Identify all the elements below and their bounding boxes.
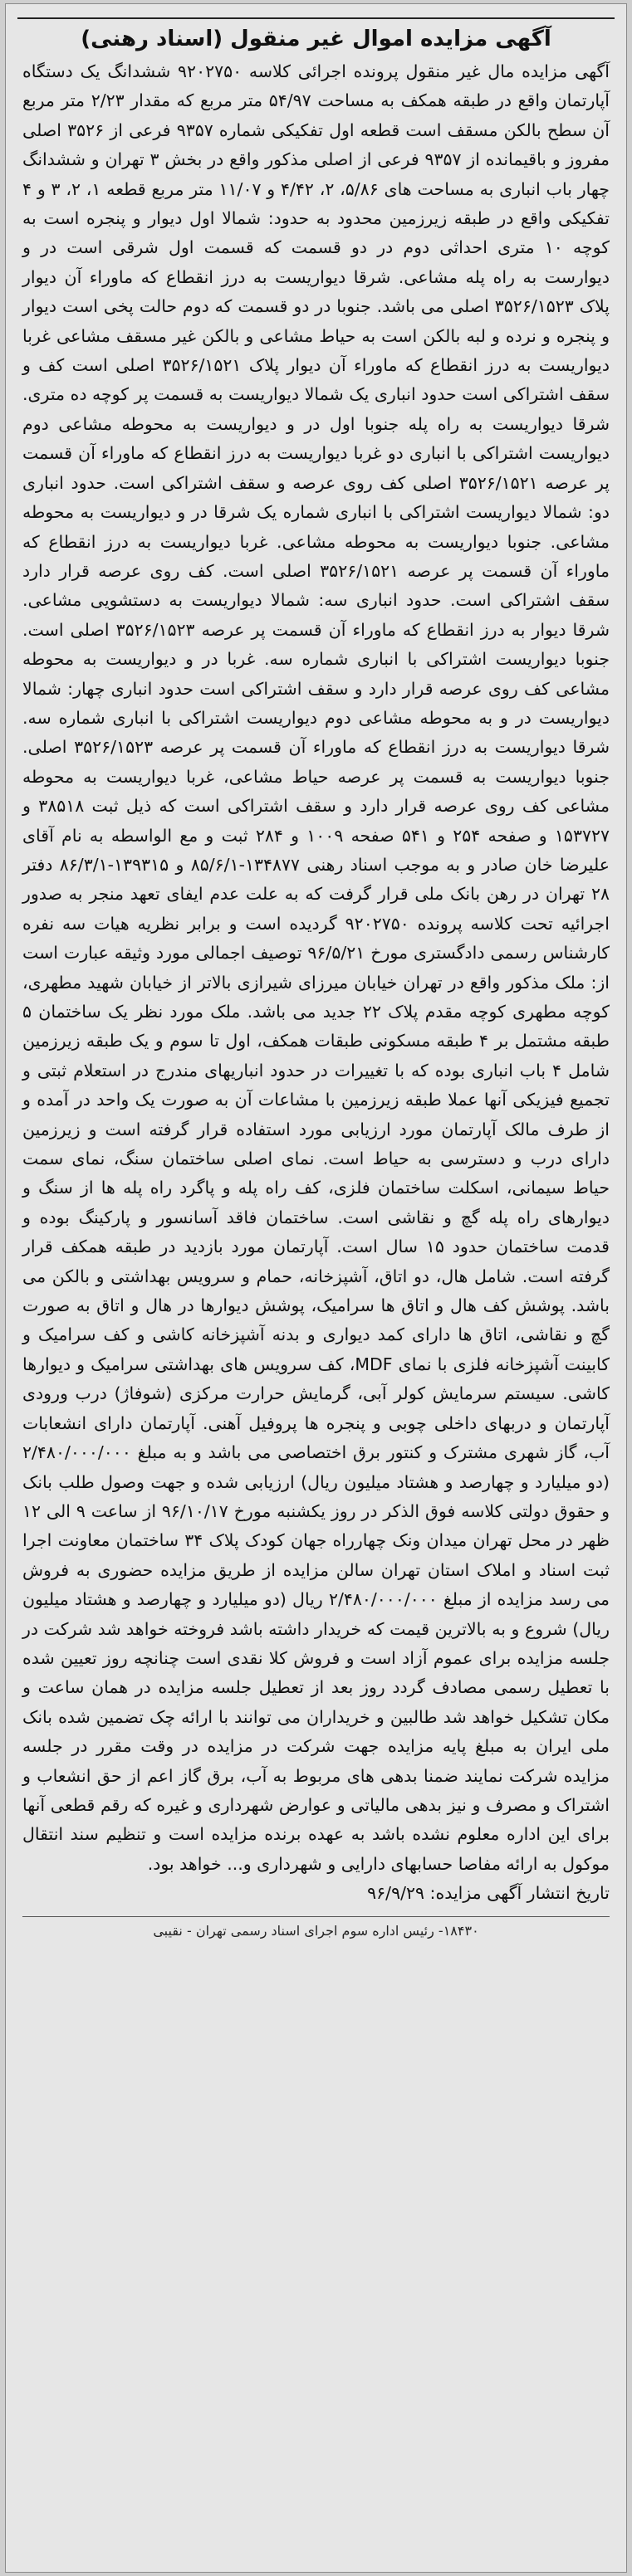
notice-title: آگهی مزایده اموال غیر منقول (اسناد رهنی): [81, 27, 551, 51]
clipping-top-edge: [17, 4, 615, 19]
publication-date: تاریخ انتشار آگهی مزایده: ۹۶/۹/۲۹: [367, 1883, 610, 1904]
notice-footer-signature: ۱۸۴۳۰- رئیس اداره سوم اجرای اسناد رسمی تهران - نقیبی: [22, 1916, 610, 1942]
newspaper-clipping: [5, 3, 627, 2573]
notice-body: آگهی مزایده مال غیر منقول پرونده اجرائی کلاسه ۹۲۰۲۷۵۰ ششدانگ یک دستگاه آپارتمان واقع در طبقه همکف به مساحت ۵۴/۹۷ متر مربع که مقدار ۲/۲۳ متر مربع آن سطح بالکن مسقف است قطعه اول تفکیکی شماره ۹۳۵۷ فرعی از ۳۵۲۶ اصلی مفروز و باقیمانده از ۹۳۵۷ فرعی از اصلی مذکور واقع در بخش ۳ تهران و ششدانگ چهار باب انباری به مساحت های ۵/۸۶، ۲، ۴/۴۲ و ۱۱/۰۷ متر مربع قطعه ۱، ۲، ۳ و ۴ تفکیکی واقع در طبقه زیرزمین محدود به حدود: شمالا اول دیوار و پنجره است به کوچه ۱۰ متری احداثی دوم در دو قسمت که قسمت اول شرقی است در و دیوارست به راه پله مشاعی. شرقا دیواریست به درز انقطاع که ماوراء آن دیوار پلاک ۳۵۲۶/۱۵۲۳ اصلی می باشد. جنوبا در دو قسمت که دوم حالت پخی است دیوار و پنجره و نرده و لبه بالکن است به حیاط مشاعی و بالکن غیر مسقف مشاعی غربا دیواریست به درز انقطاع که ماوراء آن دیوار پلاک ۳۵۲۶/۱۵۲۱ اصلی است کف و سقف اشتراکی است حدود انباری یک شمالا دیواریست به قسمت پر کوچه ده متری. شرقا دیواریست به راه پله جنوبا اول در و دیواریست به محوطه مشاعی دوم دیواریست اشتراکی با انباری دو غربا دیواریست به درز انقطاع که ماوراء آن قسمت پر عرصه ۳۵۲۶/۱۵۲۱ اصلی کف روی عرصه و سقف اشتراکی است. حدود انباری دو: شمالا دیواریست اشتراکی با انباری شماره یک شرقا در و دیواریست به محوطه مشاعی. جنوبا دیواریست به محوطه مشاعی. غربا دیواریست به درز انقطاع که ماوراء آن قسمت پر عرصه ۳۵۲۶/۱۵۲۱ اصلی است. کف روی عرصه قرار دارد سقف اشتراکی است. حدود انباری سه: شمالا دیواریست به دستشویی مشاعی. شرقا دیوار به درز انقطاع که ماوراء آن قسمت پر عرصه ۳۵۲۶/۱۵۲۳ اصلی است. جنوبا دیواریست اشتراکی با انباری شماره سه. غربا در و دیواریست به محوطه مشاعی کف روی عرصه قرار دارد و سقف اشتراکی است حدود انباری چهار: شمالا دیواریست در و به محوطه مشاعی دوم دیواریست اشتراکی با انباری شماره سه. شرقا دیواریست به درز انقطاع که ماوراء آن قسمت پر عرصه ۳۵۲۶/۱۵۲۳ اصلی. جنوبا دیواریست به قسمت پر عرصه حیاط مشاعی، غربا دیواریست به محوطه مشاعی کف روی عرصه قرار دارد و سقف اشتراکی است که ذیل ثبت ۳۸۵۱۸ و ۱۵۳۷۲۷ و صفحه ۲۵۴ و ۵۴۱ صفحه ۱۰۰۹ و ۲۸۴ ثبت و مع الواسطه به نام آقای علیرضا خان صادر و به موجب اسناد رهنی ۱۳۴۸۷۷-۸۵/۶/۱ و ۱۳۹۳۱۵-۸۶/۳/۱ دفتر ۲۸ تهران در رهن بانک ملی قرار گرفت که به علت عدم ایفای تعهد منجر به صدور اجرائیه تحت کلاسه پرونده ۹۲۰۲۷۵۰ گردیده است و برابر نظریه هیات سه نفره کارشناس رسمی دادگستری مورخ ۹۶/۵/۲۱ توصیف اجمالی مورد وثیقه عبارت است از: ملک مذکور واقع در تهران خیابان میرزای شیرازی بالاتر از خیابان شهید مطهری، کوچه مطهری کوچه مقدم پلاک ۲۲ جدید می باشد. ملک مورد نظر یک ساختمان ۵ طبقه مشتمل بر ۴ طبقه مسکونی طبقات همکف، اول تا سوم و یک طبقه زیرزمین شامل ۴ باب انباری بوده که با تغییرات در حدود انباریهای مندرج در استعلام ثبتی و تجمیع فیزیکی آنها عملا طبقه زیرزمین با مشاعات آن به صورت یک واحد در آمده و از طرف مالک آپارتمان مورد ارزیابی مورد استفاده قرار گرفته است و زیرزمین دارای درب و دسترسی به حیاط است. نمای اصلی ساختمان سنگ، نمای سمت حیاط سیمانی، اسکلت ساختمان فلزی، کف راه پله و پاگرد راه پله ها از سنگ و دیوارهای راه پله گچ و نقاشی است. ساختمان فاقد آسانسور و پارکینگ بوده و قدمت ساختمان حدود ۱۵ سال است. آپارتمان مورد بازدید در طبقه همکف قرار گرفته است. شامل هال، دو اتاق، آشپزخانه، حمام و سرویس بهداشتی و بالکن می باشد. پوشش کف هال و اتاق ها سرامیک، پوشش دیوارها در هال و اتاق به صورت گچ و نقاشی، اتاق ها دارای کمد دیواری و بدنه آشپزخانه کاشی و کف سرامیک و کابینت آشپزخانه فلزی با نمای MDF، کف سرویس های بهداشتی سرامیک و دیوارها کاشی. سیستم سرمایش کولر آبی، گرمایش حرارت مرکزی (شوفاژ) درب ورودی آپارتمان و دربهای داخلی چوبی و پنجره ها پروفیل آهنی. آپارتمان دارای انشعابات آب، گاز شهری مشترک و کنتور برق اختصاصی می باشد و به مبلغ ۲/۴۸۰/۰۰۰/۰۰۰ (دو میلیارد و چهارصد و هشتاد میلیون ریال) ارزیابی شده و جهت وصول طلب بانک و حقوق دولتی کلاسه فوق الذکر در روز یکشنبه مورخ ۹۶/۱۰/۱۷ از ساعت ۹ الی ۱۲ ظهر در محل تهران میدان ونک چهارراه جهان کودک پلاک ۳۴ ساختمان معاونت اجرا ثبت اسناد و املاک استان تهران سالن مزایده از طریق مزایده حضوری به فروش می رسد مزایده از مبلغ ۲/۴۸۰/۰۰۰/۰۰۰ ریال (دو میلیارد و چهارصد و هشتاد میلیون ریال) شروع و به بالاترین قیمت که خریدار داشته باشد فروخته خواهد شد شرکت در جلسه مزایده برای عموم آزاد است و فروش کلا نقدی است چنانچه روز تعیین شده با تعطیل رسمی مصادف گردد روز بعد از تعطیل جلسه مزایده در همان ساعت و مکان تشکیل خواهد شد طالبین و خریداران می توانند با ارائه چک تضمین شده بانک ملی ایران به مبلغ پایه مزایده جهت شرکت در مزایده در وقت مقرر در جلسه مزایده شرکت نمایند ضمنا بدهی های مربوط به آب، برق گاز اعم از حق انشعاب و اشتراک و مصرف و نیز بدهی مالیاتی و عوارض شهرداری و غیره که رقم قطعی آنها برای این اداره معلوم نشده باشد به عهده برنده مزایده است و تنظیم سند انتقال موکول به ارائه مفاصا حسابهای دارایی و شهرداری و... خواهد بود.: [22, 61, 610, 1874]
